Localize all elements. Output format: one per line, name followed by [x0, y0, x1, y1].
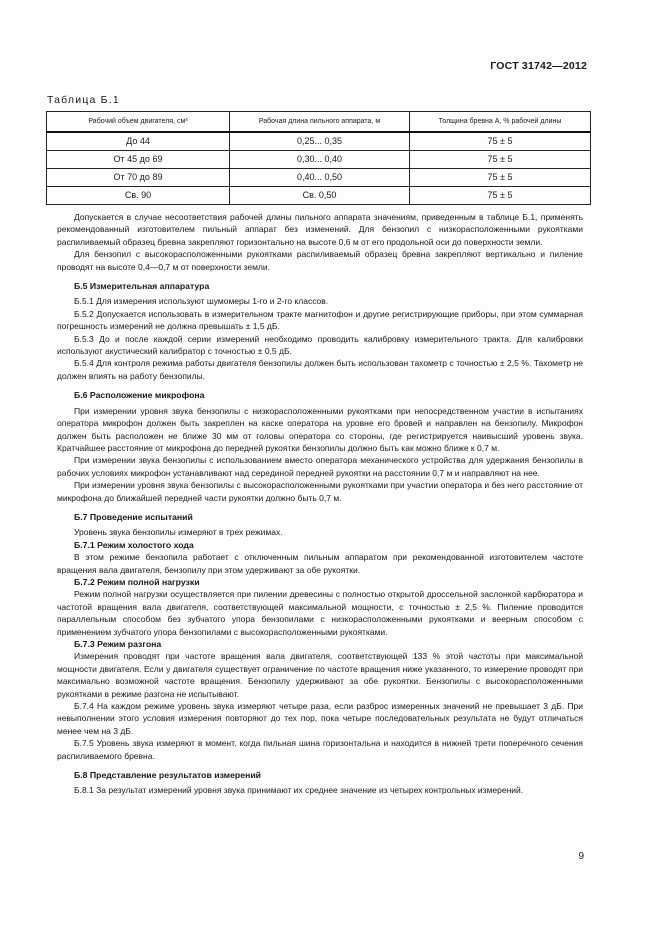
table-cell: От 70 до 89: [47, 169, 230, 187]
table-cell: 75 ± 5: [410, 132, 591, 151]
table-cell: 0,30... 0,40: [230, 151, 410, 169]
column-header-log-thickness: Толщина бревна A, % рабочей длины: [410, 112, 591, 133]
paragraph: При измерении звука бензопилы с использованием вместо оператора механического устройства для удержания бензопилы в рабочих условиях микрофон устанавливают над серединой передней рукоятки на расстоянии 0,7 м и направляют на нее.: [57, 455, 583, 478]
paragraph: Режим полной нагрузки осуществляется при пилении древесины с полностью открытой дроссельной заслонкой карбюратора и частотой вращения вала двигателя, соответствующей максимальной мощности, с точностью ± 2,5 %. Пиление проводится параллельным способом без зубчатого упора бензопилами с низкорасположенными рукоятками и веерным способом с применением зубчатого упора бензопилами с высокорасположенными рукоятками.: [57, 589, 583, 637]
data-table: [46, 111, 591, 205]
section-heading-b7: Б.7 Проведение испытаний: [74, 511, 193, 522]
table-row: [47, 151, 591, 169]
paragraph: В этом режиме бензопила работает с отключенным пильным аппаратом при рекомендованной изготовителем частоте вращения вала двигателя, бензопилу при этом удерживают за обе рукоятки.: [57, 552, 583, 575]
table-caption: Таблица Б.1: [47, 94, 120, 106]
paragraph: Б.5.4 Для контроля режима работы двигателя бензопилы должен быть использован тахометр с точностью ± 2,5 %. Тахометр не должен влиять на работу бензопилы.: [57, 358, 583, 381]
document-body: [57, 211, 583, 797]
table-row: [47, 169, 591, 187]
table-cell: От 45 до 69: [47, 151, 230, 169]
table-cell: 0,25... 0,35: [230, 132, 410, 151]
table-cell: 75 ± 5: [410, 187, 591, 205]
subsection-heading-b7-2: Б.7.2 Режим полной нагрузки: [74, 576, 200, 587]
section-heading-b5: Б.5 Измерительная аппаратура: [74, 281, 210, 292]
table-cell: Св. 0,50: [230, 187, 410, 205]
paragraph: Уровень звука бензопилы измеряют в трех режимах.: [74, 527, 283, 538]
paragraph: Допускается в случае несоответствия рабочей длины пильного аппарата значениям, приведенным в таблице Б.1, применять рекомендованный изготовителем пильный аппарат без изменений. Для бензопил с низкорасположенными рукоятками распиливаемый образец бревна закрепляют горизонтально на высоте 0,6 м от его продольной оси до поверхности земли.: [57, 212, 583, 247]
table-header-row: [47, 112, 591, 133]
page-number: 9: [578, 851, 584, 862]
paragraph: Б.5.2 Допускается использовать в измерительном тракте магнитофон и другие регистрирующие приборы, при этом суммарная погрешность измерений не должна превышать ± 1,5 дБ.: [57, 308, 583, 332]
paragraph: Б.5.1 Для измерения используют шумомеры 1-го и 2-го классов.: [74, 296, 329, 307]
paragraph: Б.7.5 Уровень звука измеряют в момент, когда пильная шина горизонтальна и находится в нижней трети поперечного сечения распиливаемого бревна.: [57, 738, 583, 761]
table-cell: 0,40... 0,50: [230, 169, 410, 187]
paragraph: При измерении уровня звука бензопилы с низкорасположенными рукоятками при непосредственном участии в испытаниях оператора микрофон должен быть закреплен на каске оператора на уровне его бровей и направлен на бензопилу. Микрофон должен быть расположен не ближе 30 мм от головы оператора со стороны, где регистрируется наивысший уровень звука. Кратчайшее расстояние от микрофона до передней рукоятки бензопилы должно быть как можно ближе к 0,7 м.: [57, 405, 583, 453]
table-row: [47, 187, 591, 205]
subsection-heading-b7-1: Б.7.1 Режим холостого хода: [74, 539, 194, 550]
paragraph: Б.5.3 До и после каждой серии измерений необходимо проводить калибровку измерительного тракта. Для калибровки используют акустический калибратор с точностью ± 0,5 дБ.: [57, 333, 583, 357]
section-heading-b8: Б.8 Представление результатов измерений: [74, 770, 262, 781]
subsection-heading-b7-3: Б.7.3 Режим разгона: [74, 639, 162, 649]
table-cell: 75 ± 5: [410, 151, 591, 169]
paragraph: Для бензопил с высокорасположенными рукоятками распиливаемый образец бревна закрепляют вертикально и пиление проводят на высоте 0,4—0,7 м от поверхности земли.: [57, 249, 583, 272]
table-cell: 75 ± 5: [410, 169, 591, 187]
column-header-saw-length: Рабочая длина пильного аппарата, м: [230, 112, 410, 133]
table-cell: До 44: [47, 132, 230, 151]
table-cell: Св. 90: [47, 187, 230, 205]
paragraph: Б.7.4 На каждом режиме уровень звука измеряют четыре раза, если разброс измеренных значений не превышает 3 дБ. При невыполнении этого условия измерения повторяют до тех пор, пока четыре последовательных результата не будут отличаться менее чем на 3 дБ.: [57, 701, 583, 736]
column-header-engine-volume: Рабочий объем двигателя, см³: [47, 112, 230, 133]
table-row: [47, 132, 591, 151]
paragraph: Б.8.1 За результат измерений уровня звука принимают их среднее значение из четырех контрольных измерений.: [74, 785, 524, 796]
paragraph: Измерения проводят при частоте вращения вала двигателя, соответствующей 133 % этой частоты при максимальной мощности двигателя. Если у двигателя существует ограничение по частоте вращения ниже указанного, то измерение проводят при максимально возможной частоте вращения. Бензопилу удерживают за обе рукоятки. Бензопилы с высокорасположенными рукоятками в режиме разгона не испытывают.: [57, 651, 583, 699]
section-heading-b6: Б.6 Расположение микрофона: [74, 390, 205, 401]
document-code: ГОСТ 31742—2012: [490, 60, 587, 72]
paragraph: При измерении уровня звука бензопилы с высокорасположенными рукоятками при участии оператора и без него расстояние от микрофона до ближайшей передней части рукоятки должно быть 0,7 м.: [57, 480, 583, 503]
